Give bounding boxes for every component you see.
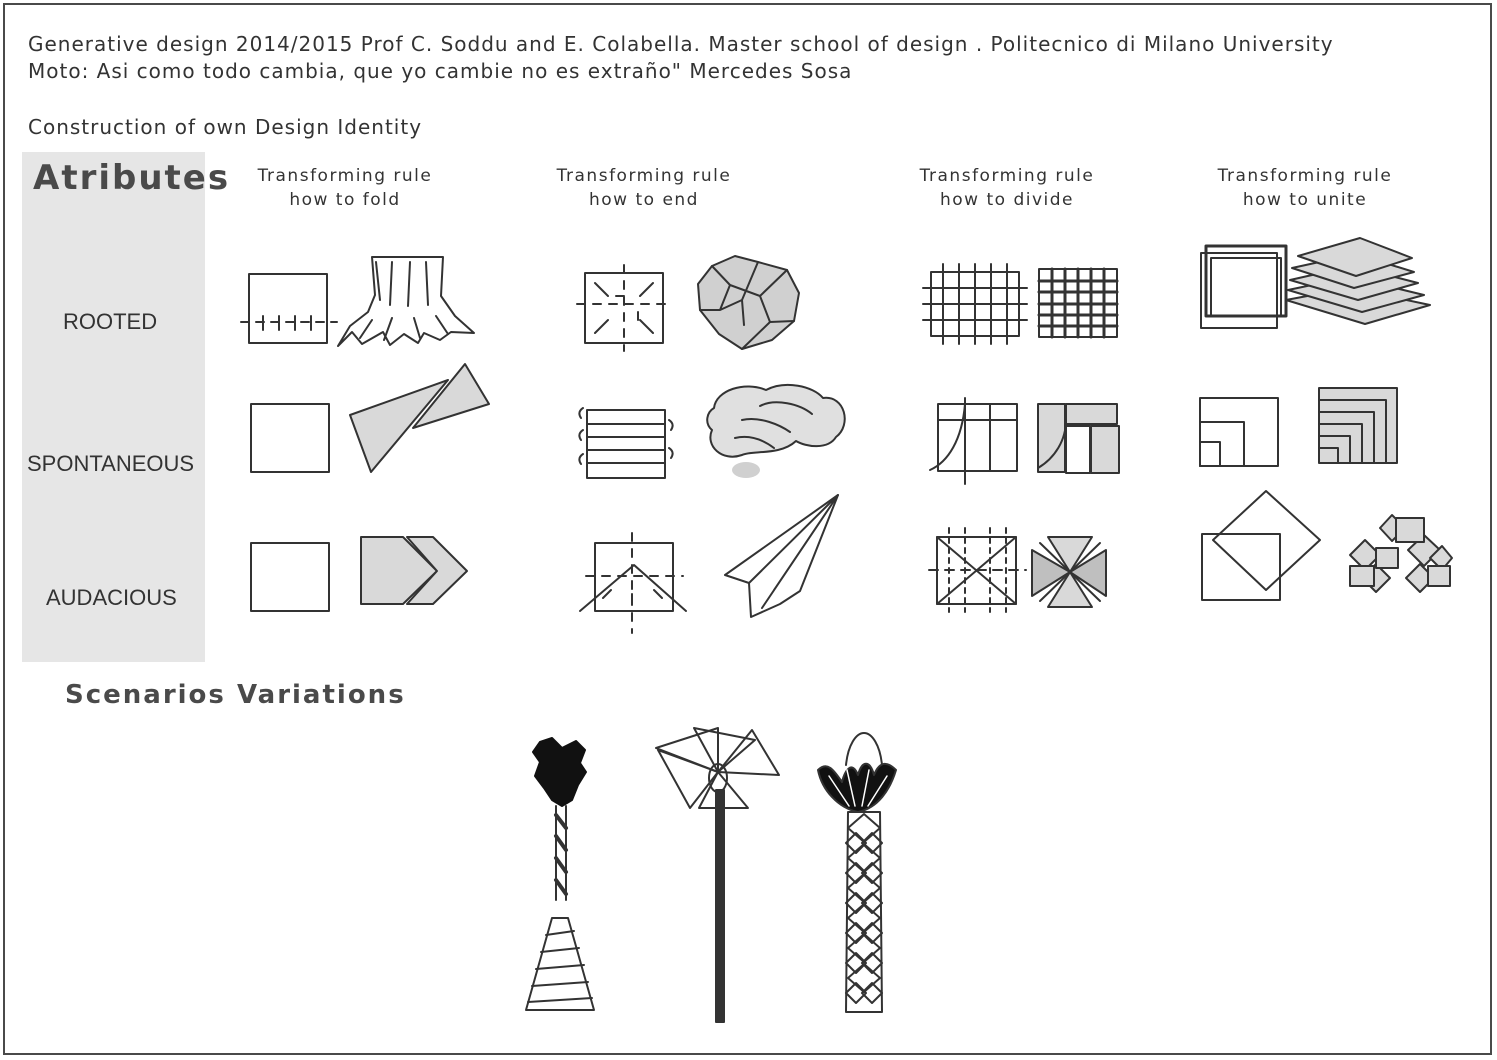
palm-tree-icon (526, 738, 594, 1010)
column-head-end-line1: Transforming rule (556, 166, 732, 186)
column-head-unite-line2: how to unite (1242, 190, 1368, 210)
nested-squares-icon (1201, 246, 1286, 328)
fold-rooted-square-icon (241, 274, 337, 343)
crumpled-paper-icon (698, 256, 799, 349)
stacked-plates-icon (1286, 238, 1430, 324)
paper-plane-icon (725, 495, 838, 617)
header-line-1: Generative design 2014/2015 Prof C. Soddu and E. Colabella. Master school of design . Politecnico di Milano University (28, 32, 1334, 56)
block-grid-icon (1039, 269, 1117, 337)
pinwheel-lamp-icon (656, 728, 779, 1022)
x-divided-square-icon (929, 528, 1026, 612)
curve-divided-square-icon (930, 398, 1017, 484)
diamond-cluster-icon (1350, 515, 1452, 592)
section-title: Construction of own Design Identity (28, 115, 423, 139)
grid-crosshatch-icon (923, 264, 1027, 344)
column-head-divide-line2: how to divide (939, 190, 1074, 210)
smoke-cloud-icon (707, 385, 844, 478)
rotated-squares-icon (1202, 491, 1320, 600)
scenarios-title: Scenarios Variations (65, 680, 406, 710)
attributes-title: Atributes (33, 158, 231, 198)
folded-triangles-icon (350, 364, 489, 472)
inward-arrows-square-icon (577, 265, 671, 351)
concentric-corners-icon (1319, 388, 1397, 463)
column-head-fold-line2: how to fold (289, 190, 401, 210)
column-head-fold-line1: Transforming rule (257, 166, 433, 186)
fold-audacious-square-icon (251, 543, 329, 611)
header-line-2: Moto: Asi como todo cambia, que yo cambie no es extraño" Mercedes Sosa (28, 59, 853, 83)
tree-roots-icon (338, 257, 474, 346)
lined-paper-icon (579, 408, 672, 478)
curve-divided-blocks-icon (1038, 404, 1119, 473)
pinwheel-triangles-icon (1032, 537, 1106, 607)
row-label-spontaneous: SPONTANEOUS (27, 451, 195, 476)
triangle-arrows-square-icon (580, 533, 686, 633)
corner-squares-icon (1200, 398, 1278, 466)
chevron-arrows-icon (361, 537, 467, 604)
column-head-divide-line1: Transforming rule (919, 166, 1095, 186)
row-label-rooted: ROOTED (63, 309, 158, 334)
column-head-unite-line1: Transforming rule (1217, 166, 1393, 186)
row-label-audacious: AUDACIOUS (46, 585, 177, 610)
column-head-end-line2: how to end (589, 190, 699, 210)
fold-spontaneous-square-icon (251, 404, 329, 472)
lattice-column-icon (818, 733, 896, 1012)
